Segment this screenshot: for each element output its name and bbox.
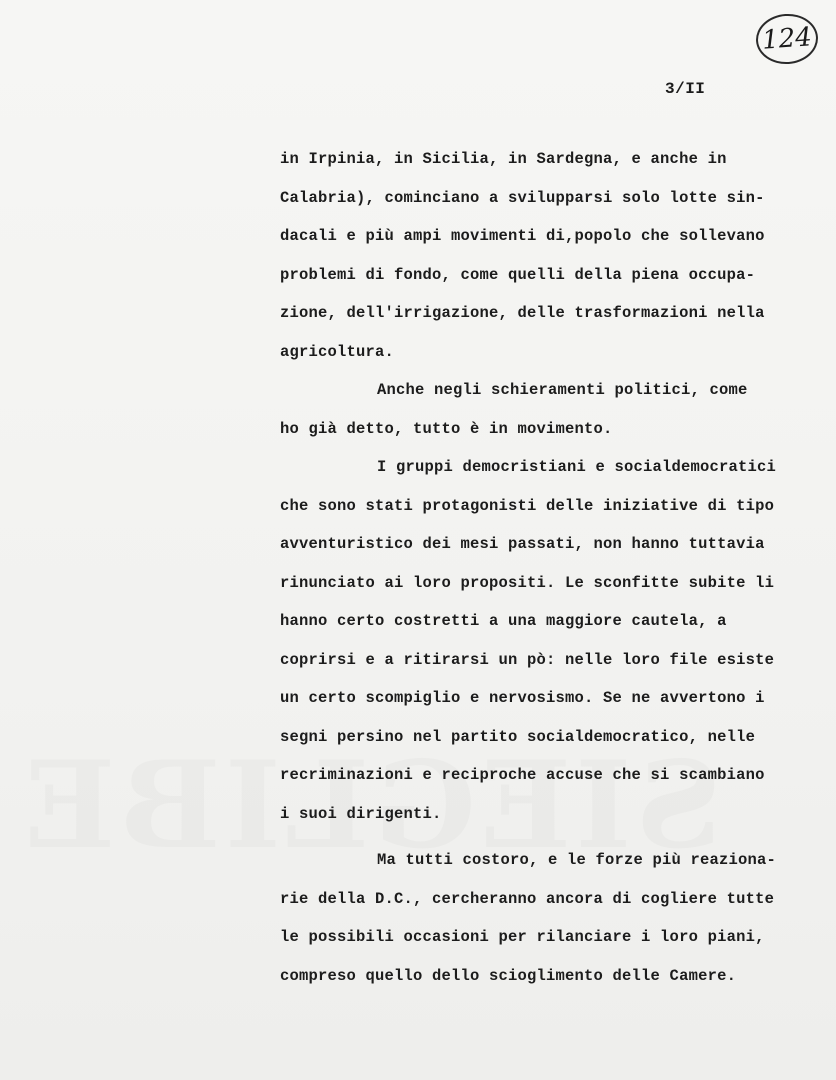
paragraph-spacer	[280, 833, 815, 841]
archive-page-stamp	[754, 12, 819, 66]
text-line: ho già detto, tutto è in movimento.	[280, 419, 613, 438]
text-line: Ma tutti costoro, e le forze più reaziona-	[377, 851, 777, 869]
text-line: in Irpinia, in Sicilia, in Sardegna, e anche in	[280, 150, 727, 168]
text-line: recriminazioni e reciproche accuse che si scambiano	[280, 766, 765, 784]
paragraph-1	[280, 140, 815, 371]
paragraph-4	[280, 841, 815, 995]
body-text	[280, 140, 815, 995]
text-line: dacali e più ampi movimenti di,popolo che sollevano	[280, 227, 765, 245]
paragraph-3	[280, 448, 815, 833]
text-line: che sono stati protagonisti delle iniziative di tipo	[280, 496, 775, 515]
text-line: zione, dell'irrigazione, delle trasformazioni nella	[280, 304, 765, 322]
text-line: Calabria), cominciano a svilupparsi solo lotte sin-	[280, 188, 765, 207]
text-line: un certo scompiglio e nervosismo. Se ne avvertono i	[280, 689, 765, 707]
text-line: rie della D.C., cercheranno ancora di cogliere tutte	[280, 889, 775, 908]
text-line: Anche negli schieramenti politici, come	[377, 381, 748, 399]
text-line: I gruppi democristiani e socialdemocratici	[377, 458, 777, 476]
text-line: hanno certo costretti a una maggiore cautela, a	[280, 612, 727, 630]
text-line: i suoi dirigenti.	[280, 804, 442, 823]
text-line: agricoltura.	[280, 342, 395, 361]
text-line: segni persino nel partito socialdemocratico, nelle	[280, 727, 756, 746]
stamp-number: 124	[761, 22, 813, 56]
page-number: 3/II	[665, 80, 706, 98]
text-line: le possibili occasioni per rilanciare i loro piani,	[280, 928, 765, 946]
text-line: coprirsi e a ritirarsi un pò: nelle loro file esiste	[280, 650, 775, 669]
text-line: compreso quello dello scioglimento delle Camere.	[280, 966, 737, 985]
paragraph-2	[280, 371, 815, 448]
text-line: avventuristico dei mesi passati, non hanno tuttavia	[280, 535, 765, 553]
text-line: rinunciato ai loro propositi. Le sconfitte subite li	[280, 573, 775, 592]
text-line: problemi di fondo, come quelli della piena occupa-	[280, 265, 756, 284]
